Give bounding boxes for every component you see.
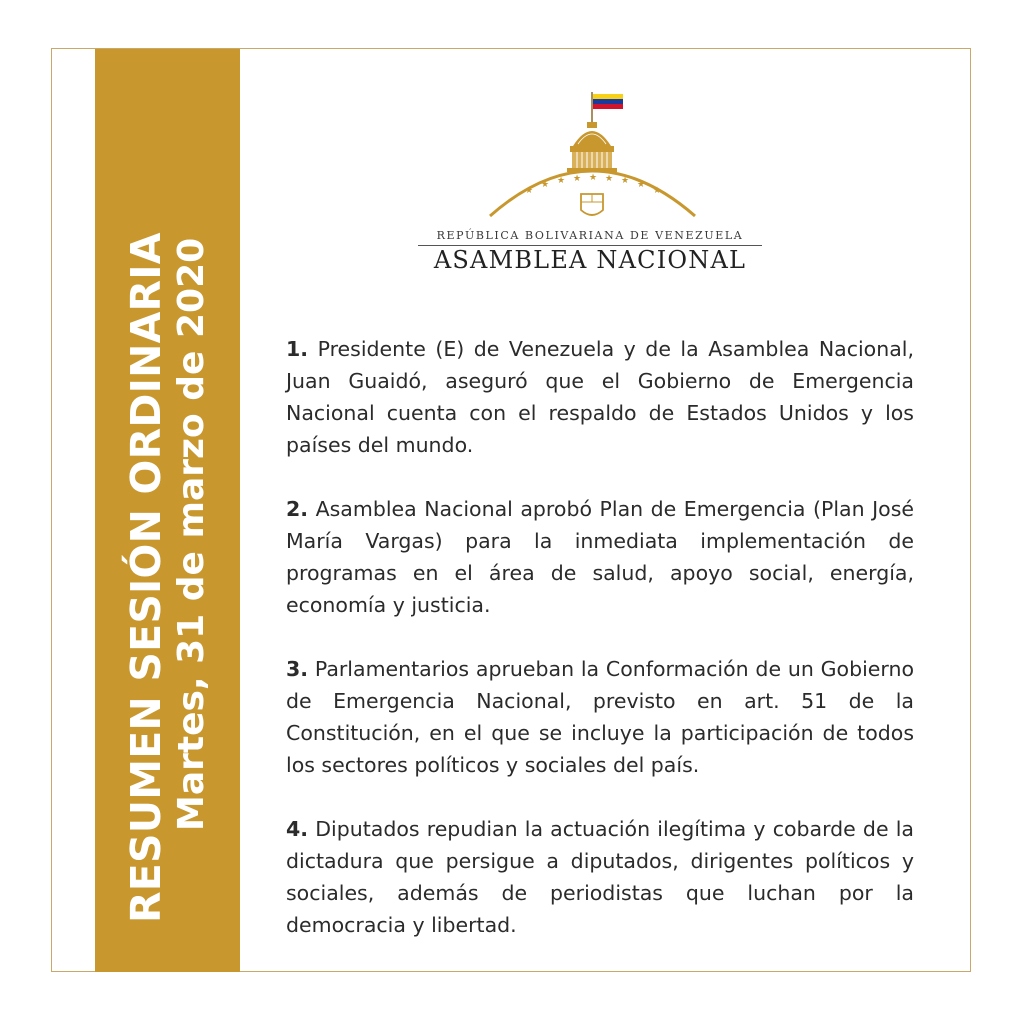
summary-item: [286, 813, 914, 941]
item-text: Asamblea Nacional aprobó Plan de Emergencia (Plan José María Vargas) para la inmediata implementación de programas en el área de salud, apoyo social, energía, economía y justicia.: [286, 497, 914, 617]
svg-text:★: ★: [589, 173, 598, 183]
svg-text:★: ★: [653, 186, 662, 196]
session-title: RESUMEN SESIÓN ORDINARIA: [121, 231, 170, 923]
summary-item: [286, 653, 914, 781]
logo-name: ASAMBLEA NACIONAL: [433, 246, 747, 274]
svg-text:★: ★: [573, 174, 582, 184]
capitol-dome-icon: [415, 86, 765, 231]
title-sidebar: [95, 49, 240, 972]
svg-text:★: ★: [621, 176, 630, 186]
item-text: Presidente (E) de Venezuela y de la Asamblea Nacional, Juan Guaidó, aseguró que el Gobierno de Emergencia Nacional cuenta con el respaldo de Estados Unidos y los países del mundo.: [286, 337, 914, 457]
summary-list: [286, 333, 914, 973]
item-text: Parlamentarios aprueban la Conformación de un Gobierno de Emergencia Nacional, previsto en art. 51 de la Constitución, en el que se incluye la participación de todos los sectores políticos y sociales del país.: [286, 657, 914, 777]
item-number: 4.: [286, 817, 309, 841]
session-date: Martes, 31 de marzo de 2020: [170, 237, 212, 831]
item-number: 1.: [286, 337, 309, 361]
svg-text:★: ★: [541, 180, 550, 190]
item-number: 3.: [286, 657, 309, 681]
item-text: Diputados repudian la actuación ilegítima y cobarde de la dictadura que persigue a diputados, dirigentes políticos y sociales, además de periodistas que luchan por la democracia y libertad.: [286, 817, 914, 937]
sidebar-vertical-text: [122, 91, 214, 931]
summary-item: [286, 333, 914, 461]
svg-text:★: ★: [557, 176, 566, 186]
item-number: 2.: [286, 497, 309, 521]
svg-text:★: ★: [637, 180, 646, 190]
svg-text:★: ★: [525, 186, 534, 196]
assembly-logo: [415, 86, 765, 281]
logo-subtitle: REPÚBLICA BOLIVARIANA DE VENEZUELA: [436, 229, 744, 242]
svg-text:★: ★: [605, 174, 614, 184]
summary-item: [286, 493, 914, 621]
